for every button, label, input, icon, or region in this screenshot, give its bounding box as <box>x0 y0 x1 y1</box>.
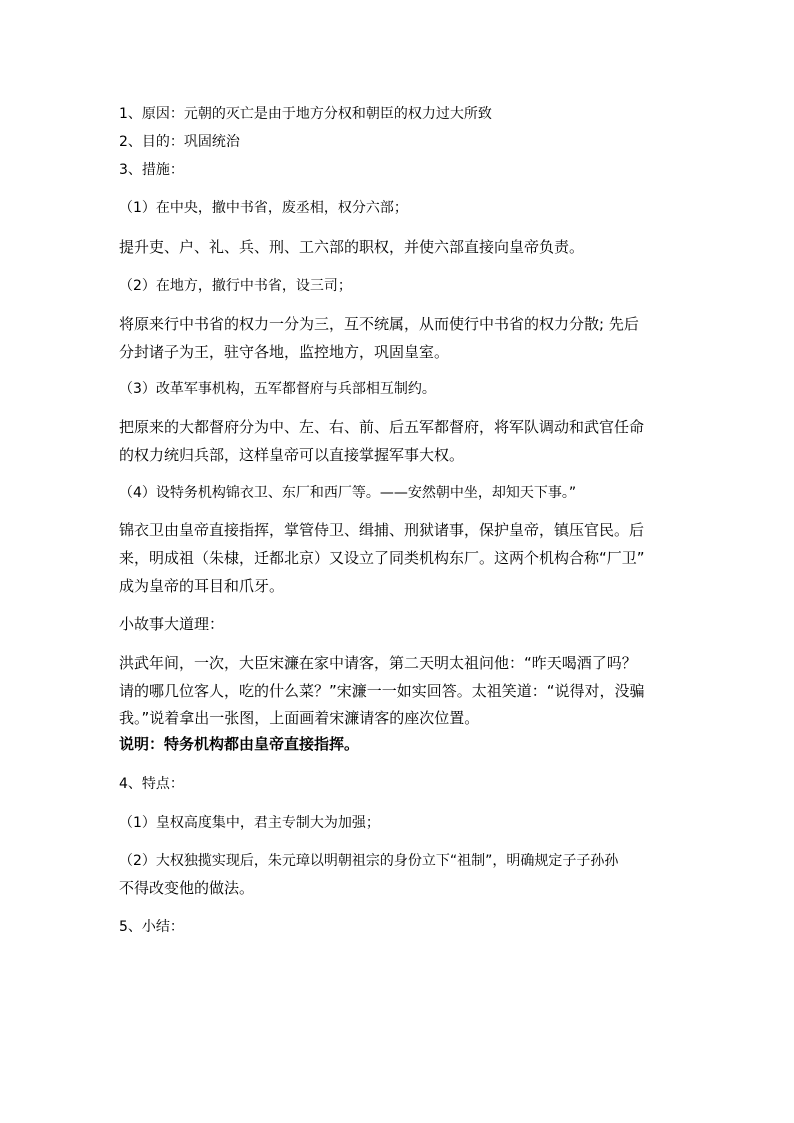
measure-4-detail-b: 来，明成祖（朱棣，迁都北京）又设立了同类机构东厂。这两个机构合称“厂卫” <box>119 549 645 567</box>
measure-1-heading: （1）在中央，撤中书省，废丞相，权分六部； <box>119 200 408 216</box>
measure-4-detail-a: 锦衣卫由皇帝直接指挥，掌管侍卫、缉捕、刑狱诸事，保护皇帝，镇压官民。后 <box>119 521 645 539</box>
story-text-b: 请的哪几位客人，吃的什么菜？”宋濂一一如实回答。太祖笑道：“说得对，没骗 <box>119 682 645 700</box>
line-4-features: 4、特点： <box>119 776 184 792</box>
line-1-reason: 1、原因：元朝的灭亡是由于地方分权和朝臣的权力过大所致 <box>119 106 492 122</box>
feature-2-b: 不得改变他的做法。 <box>119 879 255 897</box>
measure-4-detail-c: 成为皇帝的耳目和爪牙。 <box>119 577 285 595</box>
measure-2-detail-a: 将原来行中书省的权力一分为三，互不统属，从而使行中书省的权力分散; 先后 <box>119 315 639 333</box>
measure-2-detail-b: 分封诸子为王，驻守各地，监控地方，巩固皇室。 <box>119 343 450 361</box>
story-heading: 小故事大道理： <box>119 615 225 633</box>
measure-1-detail: 提升吏、户、礼、兵、刑、工六部的职权，并使六部直接向皇帝负责。 <box>119 238 585 256</box>
measure-3-detail-b: 的权力统归兵部，这样皇帝可以直接掌握军事大权。 <box>119 446 465 464</box>
measure-3-heading: （3）改革军事机构，五军都督府与兵部相互制约。 <box>119 381 436 397</box>
line-5-summary: 5、小结： <box>119 919 184 935</box>
line-3-measures: 3、措施： <box>119 162 184 178</box>
story-text-a: 洪武年间，一次，大臣宋濂在家中请客，第二天明太祖问他：“昨天喝酒了吗？ <box>119 654 637 672</box>
feature-2-a: （2）大权独揽实现后，朱元璋以明朝祖宗的身份立下“祖制”，明确规定子子孙孙 <box>119 853 619 869</box>
measure-3-detail-a: 把原来的大都督府分为中、左、右、前、后五军都督府，将军队调动和武官任命 <box>119 418 645 436</box>
feature-1: （1）皇权高度集中，君主专制大为加强； <box>119 815 380 831</box>
story-text-c: 我。”说着拿出一张图，上面画着宋濂请客的座次位置。 <box>119 709 480 727</box>
line-2-purpose: 2、目的：巩固统治 <box>119 134 240 150</box>
measure-2-heading: （2）在地方，撤行中书省，设三司； <box>119 278 352 294</box>
measure-4-heading: （4）设特务机构锦衣卫、东厂和西厂等。——安然朝中坐，却知天下事。” <box>119 485 577 501</box>
story-explanation: 说明：特务机构都由皇帝直接指挥。 <box>119 735 360 753</box>
